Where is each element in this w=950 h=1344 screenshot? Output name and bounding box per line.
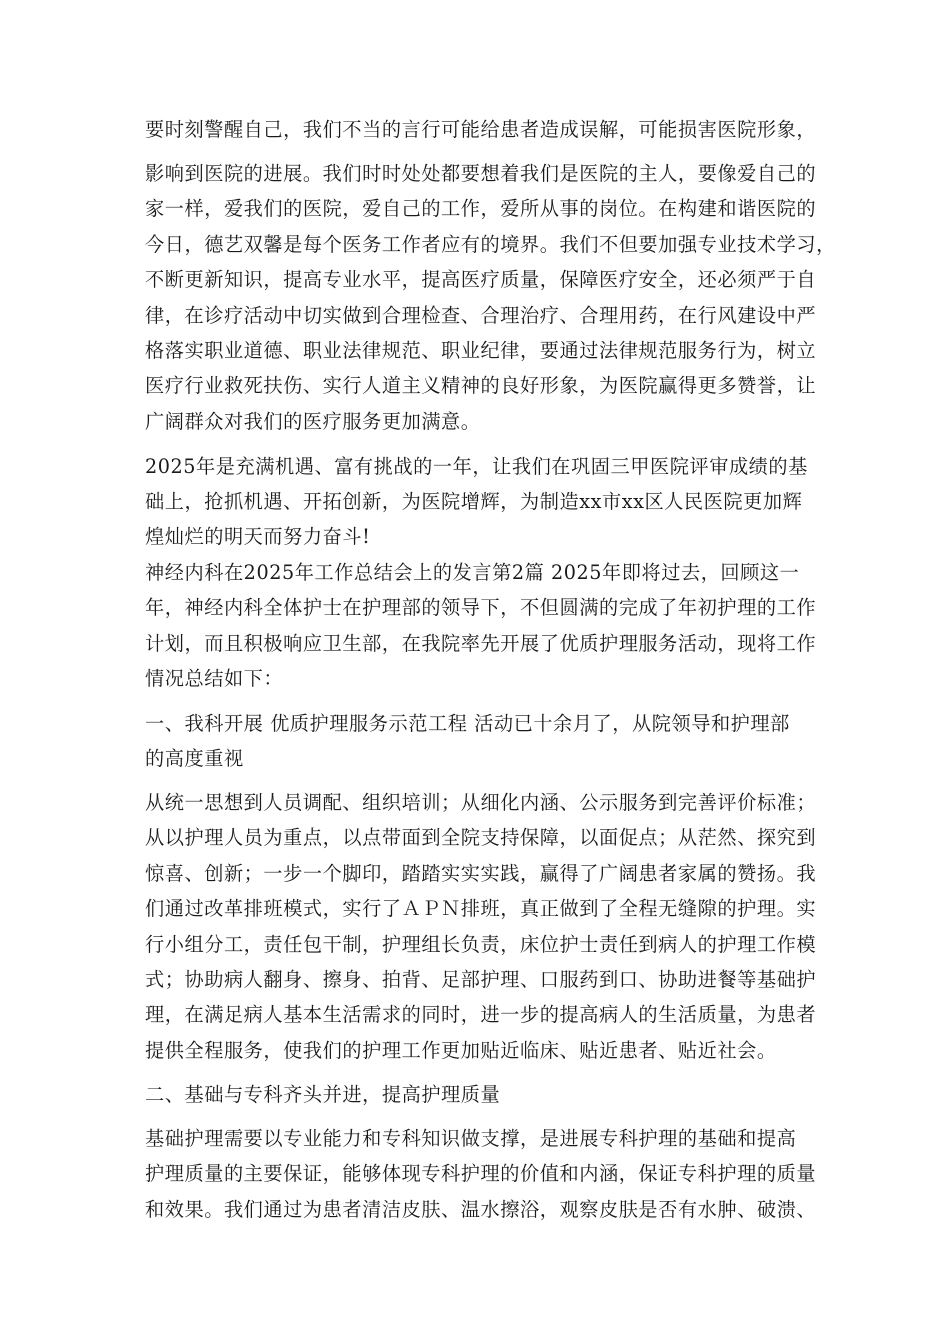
text-line: 格落实职业道德、职业法律规范、职业纪律，要通过法律规范服务行为，树立: [145, 339, 817, 362]
text-line: 律，在诊疗活动中切实做到合理检查、合理治疗、合理用药，在行风建设中严: [145, 304, 817, 327]
section-heading: 二、基础与专科齐头并进，提高护理质量: [145, 1083, 501, 1106]
text-line: 情况总结如下：: [145, 667, 284, 690]
text-line: 今日，德艺双馨是每个医务工作者应有的境界。我们不但要加强专业技术学习，: [145, 233, 836, 256]
text-line: 式；协助病人翻身、擦身、拍背、足部护理、口服药到口、协助进餐等基础护: [145, 968, 817, 991]
text-line: 神经内科在2025年工作总结会上的发言第2篇 2025年即将过去，回顾这一: [145, 561, 800, 584]
text-line: 们通过改革排班模式，实行了ＡＰＮ排班，真正做到了全程无缝隙的护理。实: [145, 897, 817, 920]
text-line: 计划，而且积极响应卫生部，在我院率先开展了优质护理服务活动，现将工作: [145, 632, 817, 655]
text-line: 理，在满足病人基本生活需求的同时，进一步的提高病人的生活质量，为患者: [145, 1003, 817, 1026]
section-heading: 的高度重视: [145, 747, 244, 770]
text-line: 护理质量的主要保证，能够体现专科护理的价值和内涵，保证专科护理的质量: [145, 1162, 817, 1185]
text-line: 医疗行业救死扶伤、实行人道主义精神的良好形象，为医院赢得更多赞誉，让: [145, 374, 817, 397]
text-line: 广阔群众对我们的医疗服务更加满意。: [145, 410, 481, 433]
text-line: 从统一思想到人员调配、组织培训；从细化内涵、公示服务到完善评价标准；: [145, 791, 817, 814]
text-line: 不断更新知识，提高专业水平，提高医疗质量，保障医疗安全，还必须严于自: [145, 268, 817, 291]
text-line: 基础护理需要以专业能力和专科知识做支撑，是进展专科护理的基础和提高: [145, 1127, 797, 1150]
text-line: 础上，抢抓机遇、开拓创新，为医院增辉，为制造xx市xx区人民医院更加辉: [145, 490, 803, 513]
text-line: 提供全程服务，使我们的护理工作更加贴近临床、贴近患者、贴近社会。: [145, 1039, 777, 1062]
text-line: 煌灿烂的明天而努力奋斗!: [145, 525, 371, 548]
text-line: 行小组分工，责任包干制，护理组长负责，床位护士责任到病人的护理工作模: [145, 933, 817, 956]
text-line: 从以护理人员为重点，以点带面到全院支持保障，以面促点；从茫然、探究到: [145, 826, 817, 849]
text-line: 年，神经内科全体护士在护理部的领导下，不但圆满的完成了年初护理的工作: [145, 596, 817, 619]
section-heading: 一、我科开展 优质护理服务示范工程 活动已十余月了，从院领导和护理部: [145, 712, 790, 735]
text-line: 要时刻警醒自己，我们不当的言行可能给患者造成误解，可能损害医院形象，: [145, 118, 817, 141]
text-line: 惊喜、创新；一步一个脚印，踏踏实实实践，赢得了广阔患者家属的赞扬。我: [145, 862, 817, 885]
text-line: 和效果。我们通过为患者清洁皮肤、温水擦浴，观察皮肤是否有水肿、破溃、: [145, 1198, 817, 1221]
text-line: 家一样，爱我们的医院，爱自己的工作，爱所从事的岗位。在构建和谐医院的: [145, 197, 817, 220]
text-line: 影响到医院的进展。我们时时处处都要想着我们是医院的主人，要像爱自己的: [145, 162, 817, 185]
text-line: 2025年是充满机遇、富有挑战的一年，让我们在巩固三甲医院评审成绩的基: [145, 455, 808, 478]
